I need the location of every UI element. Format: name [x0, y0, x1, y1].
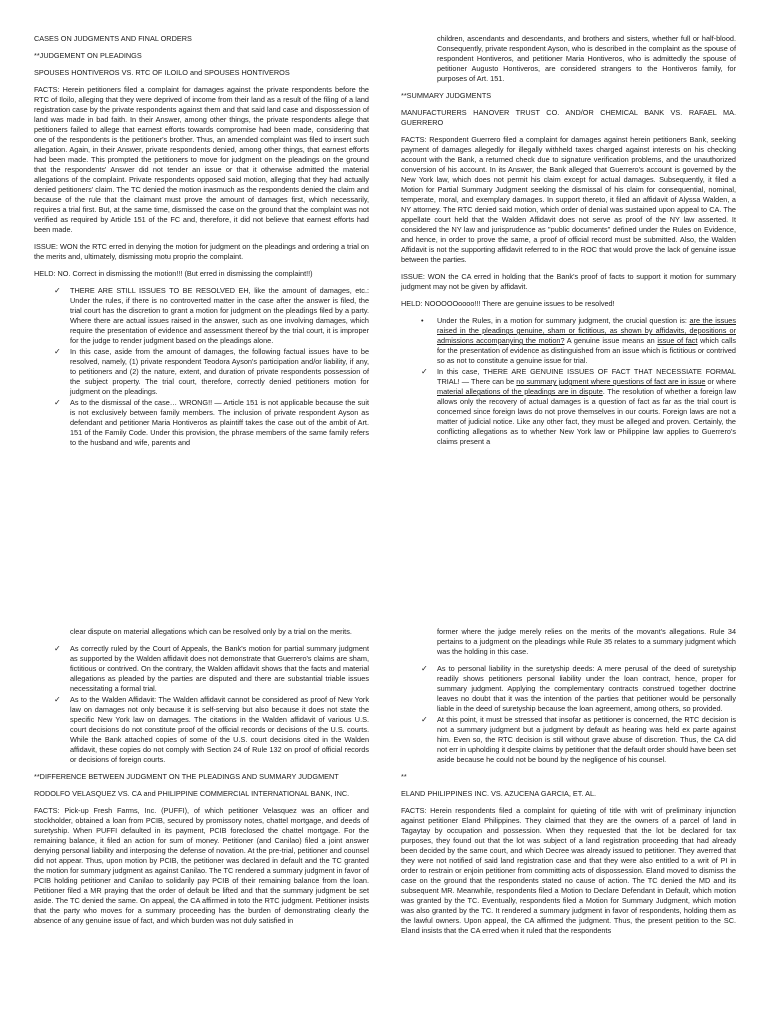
section-heading: **SUMMARY JUDGMENTS [401, 91, 492, 100]
document-title: CASES ON JUDGMENTS AND FINAL ORDERS [34, 34, 192, 43]
list-item: ✓ In this case, THERE ARE GENUINE ISSUES OF FACT THAT NECESSIATE FORMAL TRIAL! — There can be no summary judgment where questions of fact are in issue or where material allegations of the pleadings are in dispute. The resolution of whether a foreign law allows only the recovery of actual damages is a question of fact as far as the trial court is concerned since foreign laws do not prove themselves in our courts. Foreign laws are not a matter of judicial notice. Like any other fact, they must be alleged and proven. Certainly, the conflicting allegations as to whether New York law or Philippine law applies to Guerrero's claims present a [421, 367, 736, 446]
section-heading: ** [401, 772, 407, 781]
checkmark-icon: ✓ [421, 367, 428, 376]
bullet-list [401, 664, 736, 765]
checkmark-icon: ✓ [54, 644, 61, 653]
facts-paragraph: FACTS: Pick-up Fresh Farms, Inc. (PUFFI), of which petitioner Velasquez was an officer and stockholder, obtained a loan from PCIB, secured by promissory notes, chattel mortgage, and deeds of suretyship. When PUFFI defaulted in its payment, PCIB foreclosed the chattel mortgage. For the remaining balance, it filed an action for sum of money. Petitioner (and Canilao) filed a joint answer denying personal liability and interposing the defense of novation. At the pre-trial, petitioner and counsel did not appear. Thus, upon motion by PCIB, the petitioner was declared in default and the TC granted the motion for summary judgment as against Canilao. The TC rendered a summary judgment in favor of PCIB holding petitioner and Canilao to solidarily pay PCIB of their remaining balance from the loan. Petitioner filed a MR praying that the order of default be lifted and that the summary judgment be set aside. The TC denied the same. On appeal, the CA affirmed in toto the RTC judgment. Petitioner insists that the party who moves for a summary proceeding has the burden of demonstrating clearly the absence of any genuine issue of fact, and which burden was not duly satisfied in [34, 806, 369, 925]
facts-paragraph: FACTS: Herein petitioners filed a complaint for damages against the private respondents before the RTC of Iloilo, alleging that they were deprived of income from their land as a result of the filing of a land registration case by the private respondents against them and that said land case and dispossession of land was made in bad faith. In their Answer, among other things, the private respondents allege that petitioners failed to allege that earnest efforts towards compromise had been made, considering that one of the respondents is the petitioner's brother. Thus, an amended complaint was filed to insert such allegation. Again, in their Answer, private respondents denied, among other things, that earnest efforts had been made. This prompted the petitioners to move for judgment on the pleadings on the ground that the respondents' Answer did not tender an issue or that it otherwise admitted the material allegations of the complaint. Private respondents opposed said motion, alleging that they had actually denied petitioners' claim. The TC denied the motion inasmuch as the respondents denied the claim and because of the rule that the claimant must prove the amount of damages first, which necessarily, requires a trial first. But, at the same time, dismissed the case on the ground that the complaint was not verified as required by Article 151 of the FC and, therefore, it did not believe that earnest efforts had been made. [34, 85, 369, 234]
checkmark-icon: ✓ [421, 715, 428, 724]
list-item: ✓ As correctly ruled by the Court of Appeals, the Bank's motion for partial summary judgment as supported by the Walden affidavit does not demonstrate that Guerrero's claims are sham, fictitious or contrived. On the contrary, the Walden affidavit shows that the facts and material allegations as pleaded by the parties are disputed and there are substantial triable issues necessitating a formal trial. [54, 644, 369, 693]
continued-paragraph: children, ascendants and descendants, and brothers and sisters, whether full or half-blood. Consequently, private respondent Ayson, who is described in the complaint as the spouse of respondent Hontiveros, and petitioner Maria Hontiveros, who is admittedly the spouse of petitioner Augusto Hontiveros, are considered strangers to the Hontiveros family, for purposes of Art. 151. [437, 34, 736, 83]
case-title: ELAND PHILIPPINES INC. VS. AZUCENA GARCIA, ET. AL. [401, 789, 597, 798]
section-heading: **DIFFERENCE BETWEEN JUDGMENT ON THE PLEADINGS AND SUMMARY JUDGMENT [34, 772, 339, 781]
continued-paragraph: clear dispute on material allegations which can be resolved only by a trial on the merits. [70, 627, 352, 636]
list-item: ✓ As to personal liability in the suretyship deeds: A mere perusal of the deed of suretyship readily shows petitioners personal liability under the loan contract, hence, proper for summary judgment. Applying the complementary contracts construed together doctrine leaves no doubt that it was the intention of the parties that petitioner would be personally liable in the deed of suretyship because the loan agreement, among others, so provided. [421, 664, 736, 713]
facts-paragraph: FACTS: Respondent Guerrero filed a complaint for damages against herein petitioners Bank, seeking payment of damages allegedly for illegally withheld taxes charged against interests on his checking account with the Bank, a returned check due to signature verification problems, and the unauthorized conversion of his account. In its Answer, the Bank alleged that Guerrero's account is governed by the New York law, which does not permit his claim except for actual damages. Subsequently, it filed a Motion for Partial Summary Judgment seeking the dismissal of his claim for consequential, nominal, temperate, moral, and exemplary damages. In support thereto, it filed an affidavit of Alyssa Walden, a NY attorney. The RTC denied said motion, which order of denial was sustained upon appeal to CA. The appellate court held that the Walden Affidavit does not serve as proof of the NY law asserted. It considered the NY law and jurisprudence as "public documents" defined under the Rules on Evidence, and hence, in order to prove the same, a proof of official record must be submitted. Also, the Walden Affidavit is not the supporting affidavit referred to in the ROC that would prove the lack of genuine issue between the parties. [401, 135, 736, 264]
page2-left-column [34, 627, 369, 933]
continued-paragraph: former where the judge merely relies on the merits of the movant's allegations. Rule 34 pertains to a judgment on the pleadings while Rule 35 relates to a summary judgment which was the holding in this case. [437, 627, 736, 656]
checkmark-icon: ✓ [421, 664, 428, 673]
list-item: ✓ In this case, aside from the amount of damages, the following factual issues have to be resolved, namely, (1) private respondent Teodora Ayson's participation and/or liability, if any, to petitioners and (2) the nature, extent, and duration of private respondents possession of the subject property. The trial court, therefore, correctly denied petitioners motion for judgment on the pleadings. [54, 347, 369, 396]
facts-paragraph: FACTS: Herein respondents filed a complaint for quieting of title with writ of preliminary injunction against petitioner Eland Philippines. They claimed that they are the owners of a parcel of land in Tagaytay by occupation and possession. When they requested that the lot be declared for tax purposes, they found out that the lot was subject of a land registration proceeding that had already been decided by the same court, and which Decree was already issued to petitioner. They averred that they were not notified of said land registration case and that they were also entitled to a writ of PI in order to restrain or enjoin petitioner from committing acts of dispossession. Eland moved to dismiss the case on the ground that the respondents stated no cause of action. The TC denied the MD and its subsequent MR. Meanwhile, respondents filed a Motion to Declare Defendant in Default, which motion was granted by the TC. Eventually, respondents filed a Motion for Summary Judgment, which motion was also granted by the TC. It rendered a summary judgment in favor of respondents, holding them as the lawful owners. Upon appeal, the CA affirmed the judgment. Thus, the present petition to the SC. Eland insists that the CA erred when it ruled that the respondents [401, 806, 736, 935]
case-title: MANUFACTURERS HANOVER TRUST CO. AND/OR CHEMICAL BANK VS. RAFAEL MA. GUERRERO [401, 108, 736, 127]
checkmark-icon: ✓ [54, 695, 61, 704]
held-paragraph: HELD: NOOOOOoooo!!! There are genuine issues to be resolved! [401, 299, 615, 308]
held-bullets [401, 316, 736, 447]
page2-right-column [401, 627, 736, 943]
checkmark-icon: ✓ [54, 347, 61, 356]
list-item: ✓ At this point, it must be stressed that insofar as petitioner is concerned, the RTC decision is not a summary judgment but a judgment by default as hearing was held ex parte against him. Even so, the RTC decision is still without grave abuse of discretion. Thus, the CA did not err in upholding it despite claims by petitioner that the default order should have been set aside because he could not be bound by the negligence of his counsel. [421, 715, 736, 764]
checkmark-icon: ✓ [54, 286, 61, 295]
section-heading: **JUDGEMENT ON PLEADINGS [34, 51, 142, 60]
list-item: ✓ As to the dismissal of the case… WRONG!! — Article 151 is not applicable because the suit is not exclusively between family members. The inclusion of private respondent Ayson as defendant and petitioner Maria Hontiveros as plaintiff takes the case out of the ambit of Art. 151 of the Family Code. Under this provision, the phrase members of the same family refers to the husband and wife, parents and [54, 398, 369, 447]
case-title: RODOLFO VELASQUEZ VS. CA and PHILIPPINE COMMERCIAL INTERNATIONAL BANK, INC. [34, 789, 350, 798]
issue-paragraph: ISSUE: WON the RTC erred in denying the motion for judgment on the pleadings and ordering a trial on the merits and, ultimately, dismissing motu proprio the complaint. [34, 242, 369, 261]
list-item: ✓ THERE ARE STILL ISSUES TO BE RESOLVED EH, like the amount of damages, etc.: Under the rules, if there is no controverted matter in the case after the answer is filed, the trial court has the discretion to grant a motion for judgment on the pleadings filed by a party. Where there are actual issues raised in the answer, such as one involving damages, which require the presentation of evidence and assessment thereof by the trial court, it is improper for the judge to render judgment based on the pleadings alone. [54, 286, 369, 345]
held-bullets [34, 286, 369, 448]
checkmark-icon: ✓ [54, 398, 61, 407]
bullet-icon: • [421, 316, 424, 325]
case-title: SPOUSES HONTIVEROS VS. RTC OF ILOILO and SPOUSES HONTIVEROS [34, 68, 290, 77]
bullet-list [34, 644, 369, 765]
list-item: • Under the Rules, in a motion for summary judgment, the crucial question is: are the issues raised in the pleadings genuine, sham or fictitious, as shown by affidavits, depositions or admissions accompanying the motion? A genuine issue means an issue of fact which calls for the presentation of evidence as distinguished from an issue which is fictitious or contrived so as not to constitute a genuine issue for trial. [421, 316, 736, 365]
list-item: ✓ As to the Walden Affidavit: The Walden affidavit cannot be considered as proof of New York law on damages not only because it is self-serving but also because it does not state the specific New York law on damages. The citations in the Walden affidavit of various U.S. court decisions do not constitute proof of the official records or decisions of the U.S. courts. While the Bank attached copies of some of the U.S. court decisions cited in the Walden affidavit, these copies do not comply with Section 24 of Rule 132 on proof of official records or decisions of foreign courts. [54, 695, 369, 764]
page1-left-column [34, 34, 369, 455]
held-paragraph: HELD: NO. Correct in dismissing the motion!!! (But erred in dismissing the complaint!!) [34, 269, 313, 278]
page1-right-column [401, 34, 736, 454]
issue-paragraph: ISSUE: WON the CA erred in holding that the Bank's proof of facts to support it motion for summary judgment may not be given by affidavit. [401, 272, 736, 291]
